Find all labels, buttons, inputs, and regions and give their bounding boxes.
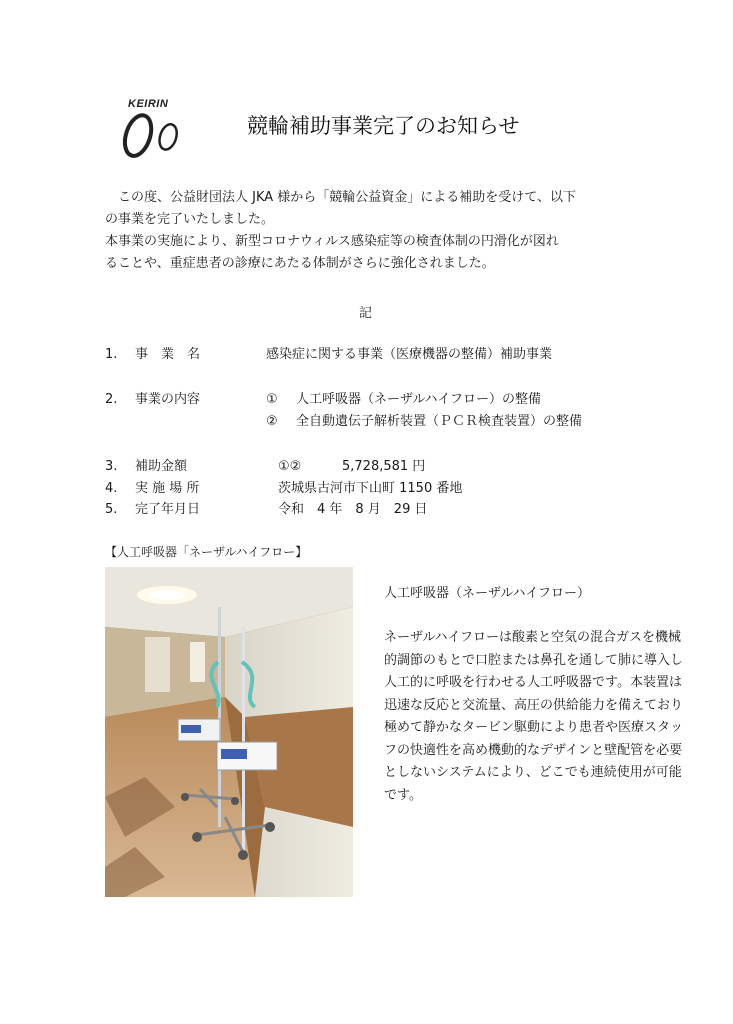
description-body: ネーザルハイフローは酸素と空気の混合ガスを機械的調節のもとで口腔または鼻孔を通して肺に導入し人工的に呼吸を行わせる人工呼吸器です。本装置は迅速な反応と交流量、高圧の供給能力を備えており極めて静かなタービン駆動により患者や医療スタッフの快適性を高め機動的なデザインと壁配管を必要としないシステムにより、どこでも連続使用が可能です。 [384, 630, 684, 803]
intro-line-3: 本事業の実施により、新型コロナウィルス感染症等の検査体制の円滑化が図れ [105, 234, 559, 249]
item1-label: 事 業 名 [135, 347, 201, 362]
item2-sub2-text: 全自動遺伝子解析装置（ＰＣＲ検査装置）の整備 [296, 414, 583, 429]
keirin-logo-text: KEIRIN [128, 98, 169, 110]
intro-line-2: の事業を完了いたしました。 [105, 212, 275, 227]
item1-value: 感染症に関する事業（医療機器の整備）補助事業 [266, 347, 553, 362]
item2-sub1-mark: ① [266, 392, 278, 407]
item3-label: 補助金額 [135, 459, 188, 474]
item2-label: 事業の内容 [135, 392, 201, 407]
photo-caption: 【人工呼吸器「ネーザルハイフロー】 [105, 545, 308, 559]
item5-num: 5. [105, 502, 118, 517]
item5-value: 令和 4 年 8 月 29 日 [278, 502, 428, 517]
item3-value: 5,728,581 円 [342, 459, 426, 474]
intro-line-1: この度、公益財団法人 JKA 様から「競輪公益資金」による補助を受けて、以下 [118, 190, 577, 205]
item4-value: 茨城県古河市下山町 1150 番地 [278, 481, 463, 496]
item2-sub2-mark: ② [266, 414, 278, 429]
item2-sub1-text: 人工呼吸器（ネーザルハイフロー）の整備 [296, 392, 542, 407]
item3-mark: ①② [278, 459, 302, 474]
page-title: 競輪補助事業完了のお知らせ [247, 114, 520, 138]
item5-label: 完了年月日 [135, 502, 201, 517]
ki-heading: 記 [359, 306, 373, 321]
description-title: 人工呼吸器（ネーザルハイフロー） [384, 586, 591, 601]
keirin-logo-icon [112, 108, 192, 166]
ventilator-photo [105, 567, 353, 897]
item1-num: 1. [105, 347, 118, 362]
item4-label: 実 施 場 所 [135, 481, 200, 496]
intro-line-4: ることや、重症患者の診療にあたる体制がさらに強化されました。 [105, 256, 495, 271]
item2-num: 2. [105, 392, 118, 407]
item3-num: 3. [105, 459, 118, 474]
item4-num: 4. [105, 481, 118, 496]
